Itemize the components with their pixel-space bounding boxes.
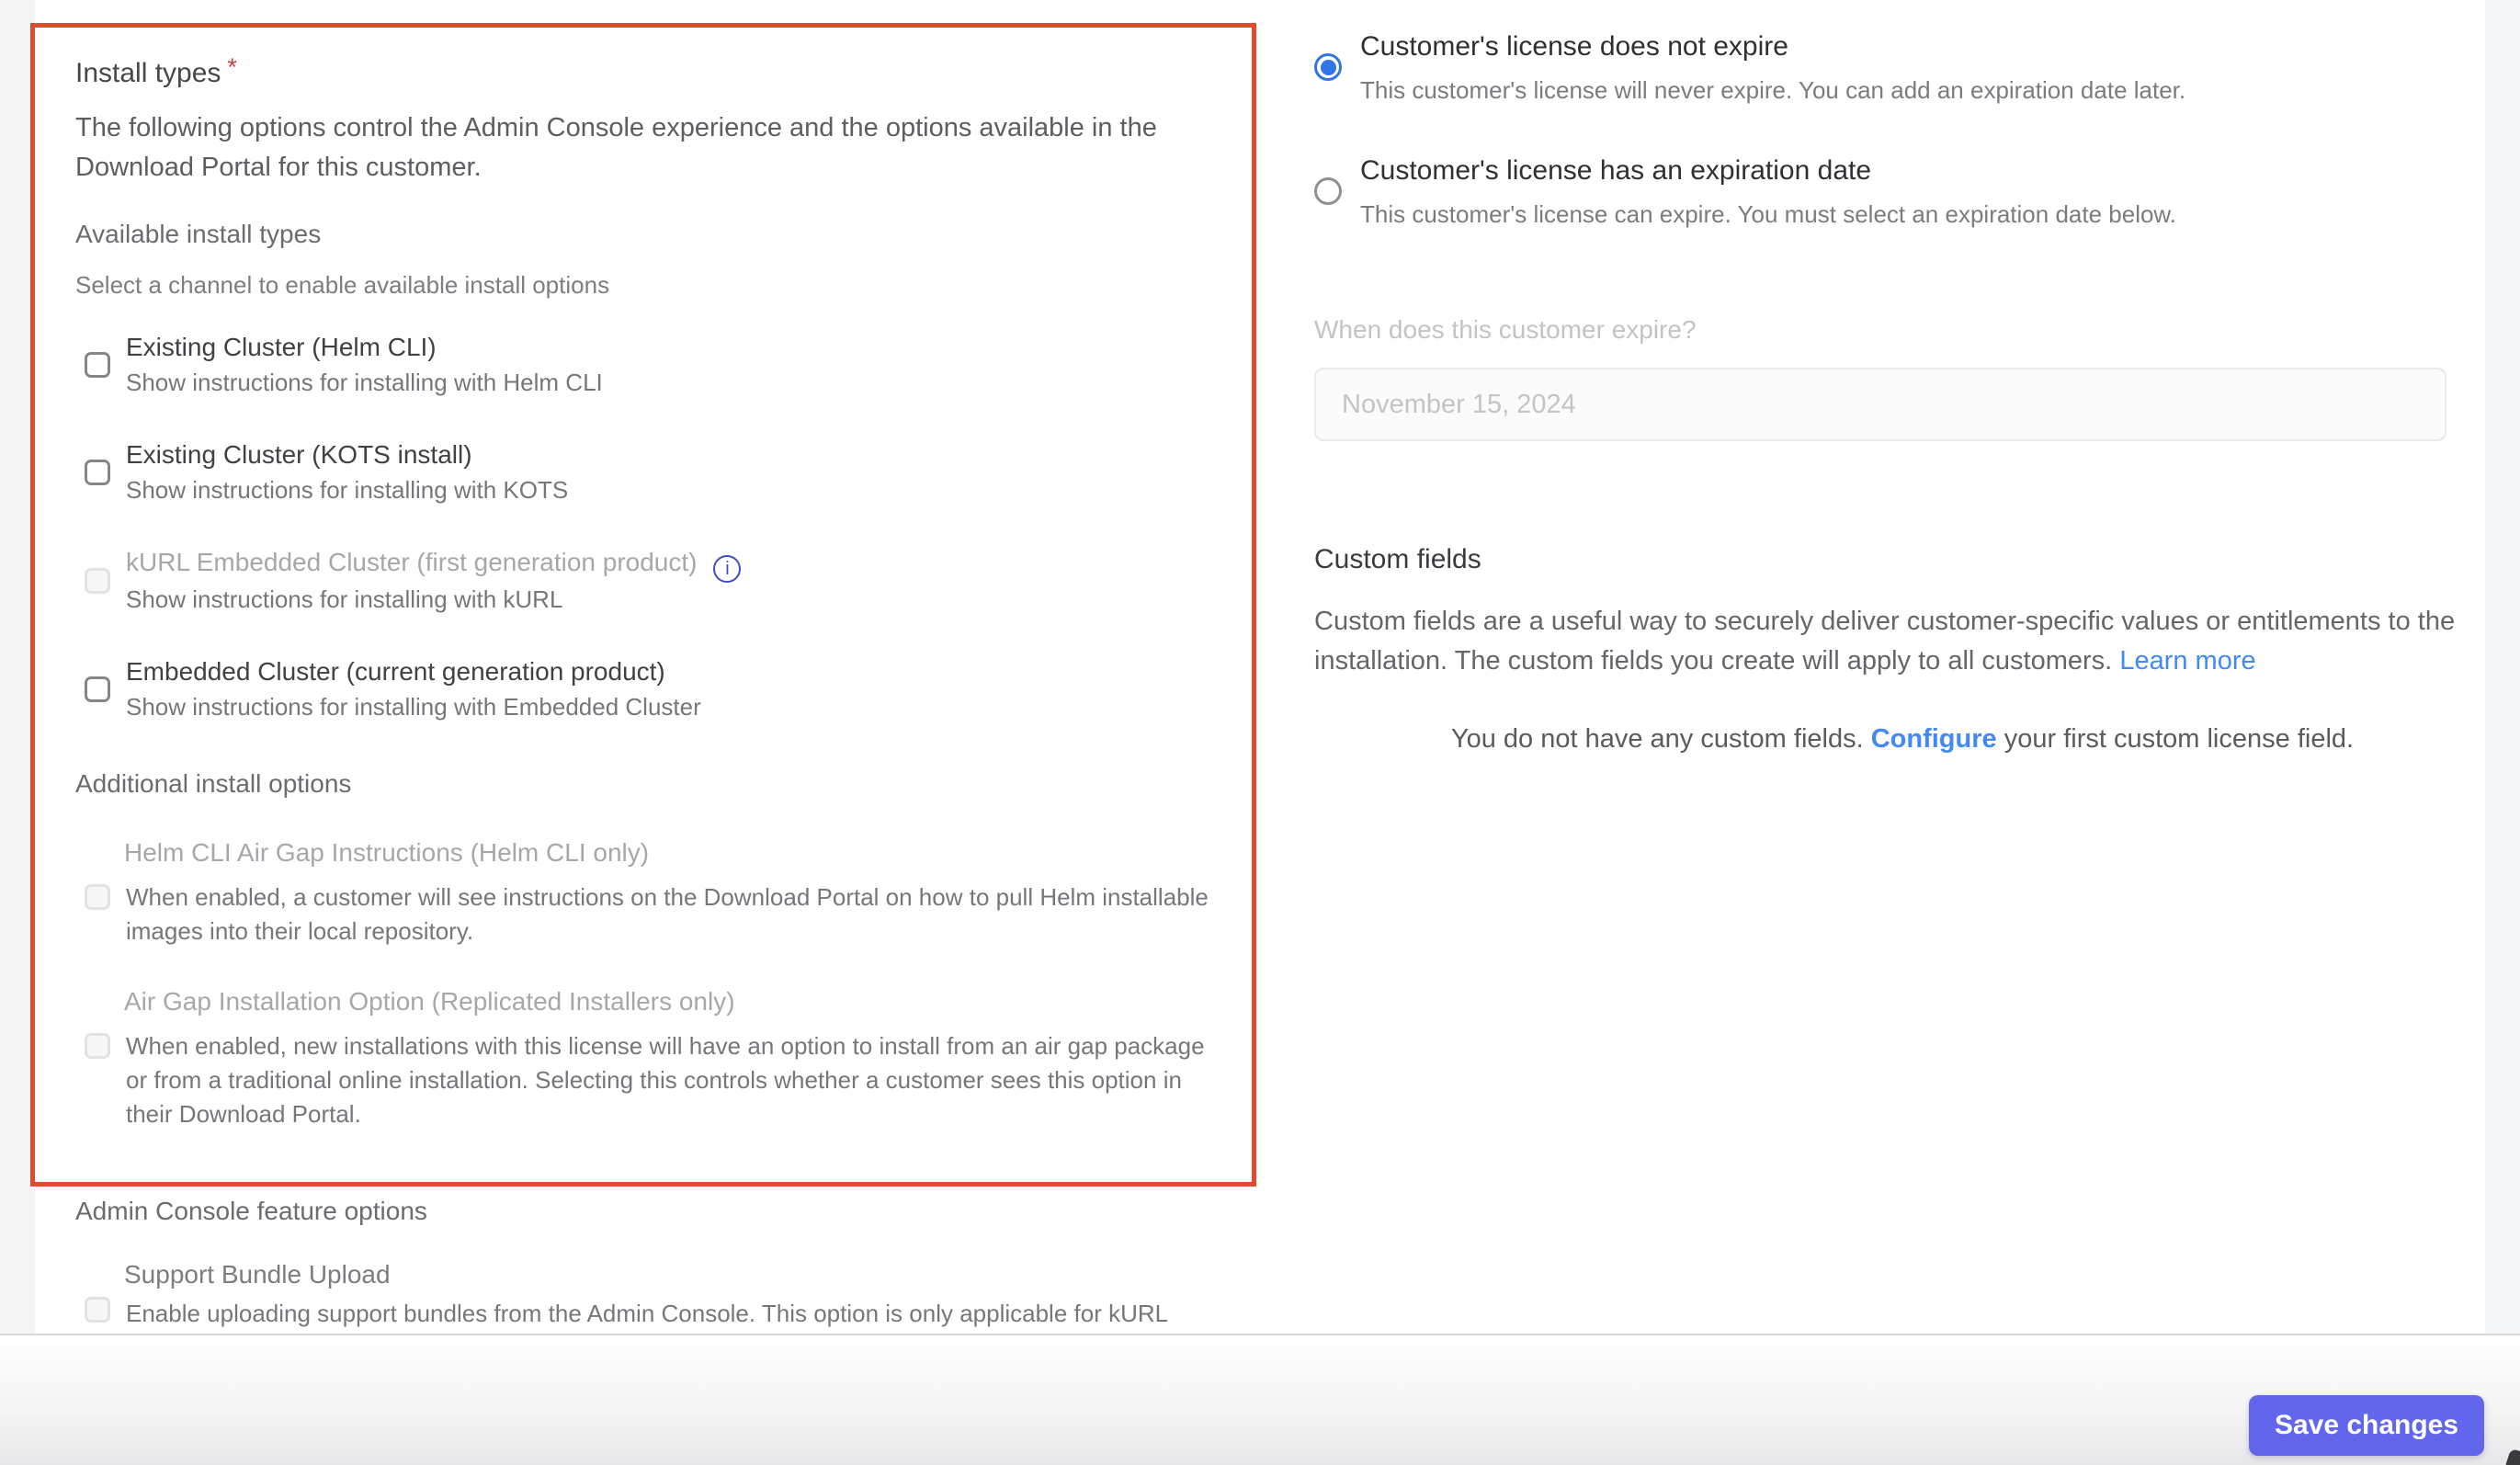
- license-expiration-section: [1314, 0, 2485, 758]
- page-left-margin: [0, 0, 35, 1334]
- option-kurl-embedded-cluster: [75, 544, 1229, 617]
- install-types-title-text: Install types: [75, 58, 221, 88]
- learn-more-link[interactable]: Learn more: [2119, 646, 2256, 676]
- additional-install-options-heading: Additional install options: [75, 769, 352, 798]
- option-existing-cluster-helm-cli: [75, 329, 1229, 400]
- option-existing-cluster-kots: [75, 437, 1229, 507]
- helm-cli-checkbox[interactable]: [85, 352, 110, 378]
- radio-option-label: Customer's license does not expire: [1360, 31, 1788, 62]
- install-types-section: [75, 0, 1229, 1331]
- option-description: Enable uploading support bundles from the Admin Console. This option is only applicable for kURL: [126, 1300, 1169, 1327]
- option-description: Show instructions for installing with KOTS: [126, 476, 569, 504]
- option-air-gap-installation: [75, 983, 1229, 1131]
- scrollbar-gutter[interactable]: [2485, 0, 2520, 1334]
- content-area: [35, 0, 2485, 1334]
- custom-fields-description: Custom fields are a useful way to securely deliver customer-specific values or entitlements to the installation. The custom fields you create will apply to all customers. Learn more: [1314, 607, 2456, 676]
- option-description: When enabled, a customer will see instructions on the Download Portal on how to pull Helm installable images into their local repository.: [126, 883, 1209, 945]
- option-label: Existing Cluster (KOTS install): [126, 440, 472, 469]
- available-install-types-hint: Select a channel to enable available install options: [75, 271, 610, 299]
- available-install-options-list: [75, 329, 1229, 724]
- admin-console-feature-options-heading: Admin Console feature options: [75, 1197, 427, 1225]
- required-asterisk: *: [227, 53, 237, 81]
- option-support-bundle-upload: [75, 1256, 1229, 1331]
- install-types-description: The following options control the Admin Console experience and the options available in the Download Portal for this customer.: [75, 113, 1157, 182]
- option-label: Embedded Cluster (current generation product): [126, 657, 665, 686]
- option-embedded-cluster: [75, 653, 1229, 724]
- expire-date-label: When does this customer expire?: [1314, 315, 1697, 344]
- kots-checkbox[interactable]: [85, 460, 110, 485]
- save-changes-button[interactable]: Save changes: [2249, 1395, 2484, 1456]
- custom-fields-title: Custom fields: [1314, 544, 1481, 574]
- helm-air-gap-checkbox-disabled: [85, 884, 110, 910]
- option-description: Show instructions for installing with kURL: [126, 585, 563, 613]
- license-does-not-expire-radio[interactable]: [1314, 53, 1342, 81]
- radio-option-license-has-expiration: [1314, 152, 2485, 232]
- custom-fields-empty-state: You do not have any custom fields. Configure your first custom license field.: [1450, 724, 2355, 754]
- license-has-expiration-radio[interactable]: [1314, 177, 1342, 205]
- option-description: Show instructions for installing with Helm CLI: [126, 369, 603, 396]
- embedded-cluster-checkbox[interactable]: [85, 676, 110, 702]
- option-helm-cli-air-gap: [75, 835, 1229, 948]
- radio-option-description: This customer's license can expire. You must select an expiration date below.: [1360, 200, 2176, 228]
- option-label: Helm CLI Air Gap Instructions (Helm CLI only): [124, 838, 650, 867]
- info-icon[interactable]: i: [713, 555, 741, 583]
- radio-option-license-does-not-expire: [1314, 28, 2485, 108]
- option-label: Support Bundle Upload: [124, 1260, 391, 1289]
- support-bundle-checkbox-disabled: [85, 1297, 110, 1323]
- kurl-checkbox-disabled: [85, 568, 110, 594]
- option-description: Show instructions for installing with Embedded Cluster: [126, 693, 701, 721]
- configure-link[interactable]: Configure: [1870, 724, 1997, 754]
- air-gap-checkbox-disabled: [85, 1033, 110, 1059]
- option-label: Air Gap Installation Option (Replicated Installers only): [124, 987, 735, 1016]
- available-install-types-heading: Available install types: [75, 220, 322, 248]
- option-label: Existing Cluster (Helm CLI): [126, 333, 437, 361]
- option-description: When enabled, new installations with this license will have an option to install from an air gap package or from a traditional online installation. Selecting this controls whether a customer sees this option in their Download Portal.: [126, 1032, 1205, 1128]
- radio-option-description: This customer's license will never expire. You can add an expiration date later.: [1360, 76, 2186, 104]
- footer-bar: [0, 1335, 2520, 1465]
- option-label: kURL Embedded Cluster (first generation product) i: [126, 544, 741, 583]
- install-types-title: [75, 51, 1229, 90]
- expire-date-input[interactable]: [1314, 368, 2446, 441]
- radio-option-label: Customer's license has an expiration date: [1360, 155, 1872, 186]
